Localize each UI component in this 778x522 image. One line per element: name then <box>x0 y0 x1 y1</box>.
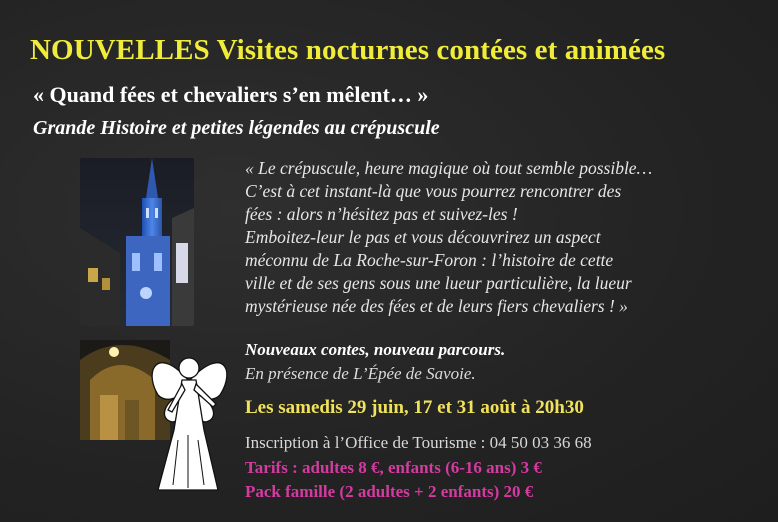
price-info: Tarifs : adultes 8 €, enfants (6-16 ans) 3 € <box>245 458 542 477</box>
quote-line: fées : alors n’hésitez pas et suivez-les ! <box>245 204 518 224</box>
headline: NOUVELLES Visites nocturnes contées et animées <box>30 34 666 66</box>
church-tower-photo <box>80 158 194 326</box>
quote-line: mystérieuse née des fées et de leurs fiers chevaliers ! » <box>245 296 628 316</box>
tagline: Grande Histoire et petites légendes au crépuscule <box>33 117 440 139</box>
quote-paragraph <box>245 157 745 318</box>
inscription-info: Inscription à l’Office de Tourisme : 04 50 03 36 68 <box>245 433 592 452</box>
fairy-illustration <box>138 340 238 495</box>
quote-line: « Le crépuscule, heure magique où tout semble possible… <box>245 158 653 178</box>
family-pack-info: Pack famille (2 adultes + 2 enfants) 20 € <box>245 482 534 501</box>
quote-line: méconnu de La Roche-sur-Foron : l’histoire de cette <box>245 250 614 270</box>
event-dates: Les samedis 29 juin, 17 et 31 août à 20h30 <box>245 397 584 418</box>
presence-text: En présence de L’Épée de Savoie. <box>245 364 476 383</box>
quote-line: ville et de ses gens sous une lueur particulière, la lueur <box>245 273 632 293</box>
quote-line: C’est à cet instant-là que vous pourrez rencontrer des <box>245 181 622 201</box>
subtitle: « Quand fées et chevaliers s’en mêlent… » <box>33 82 429 107</box>
quote-line: Emboitez-leur le pas et vous découvrirez un aspect <box>245 227 601 247</box>
new-tales-text: Nouveaux contes, nouveau parcours. <box>245 340 506 359</box>
